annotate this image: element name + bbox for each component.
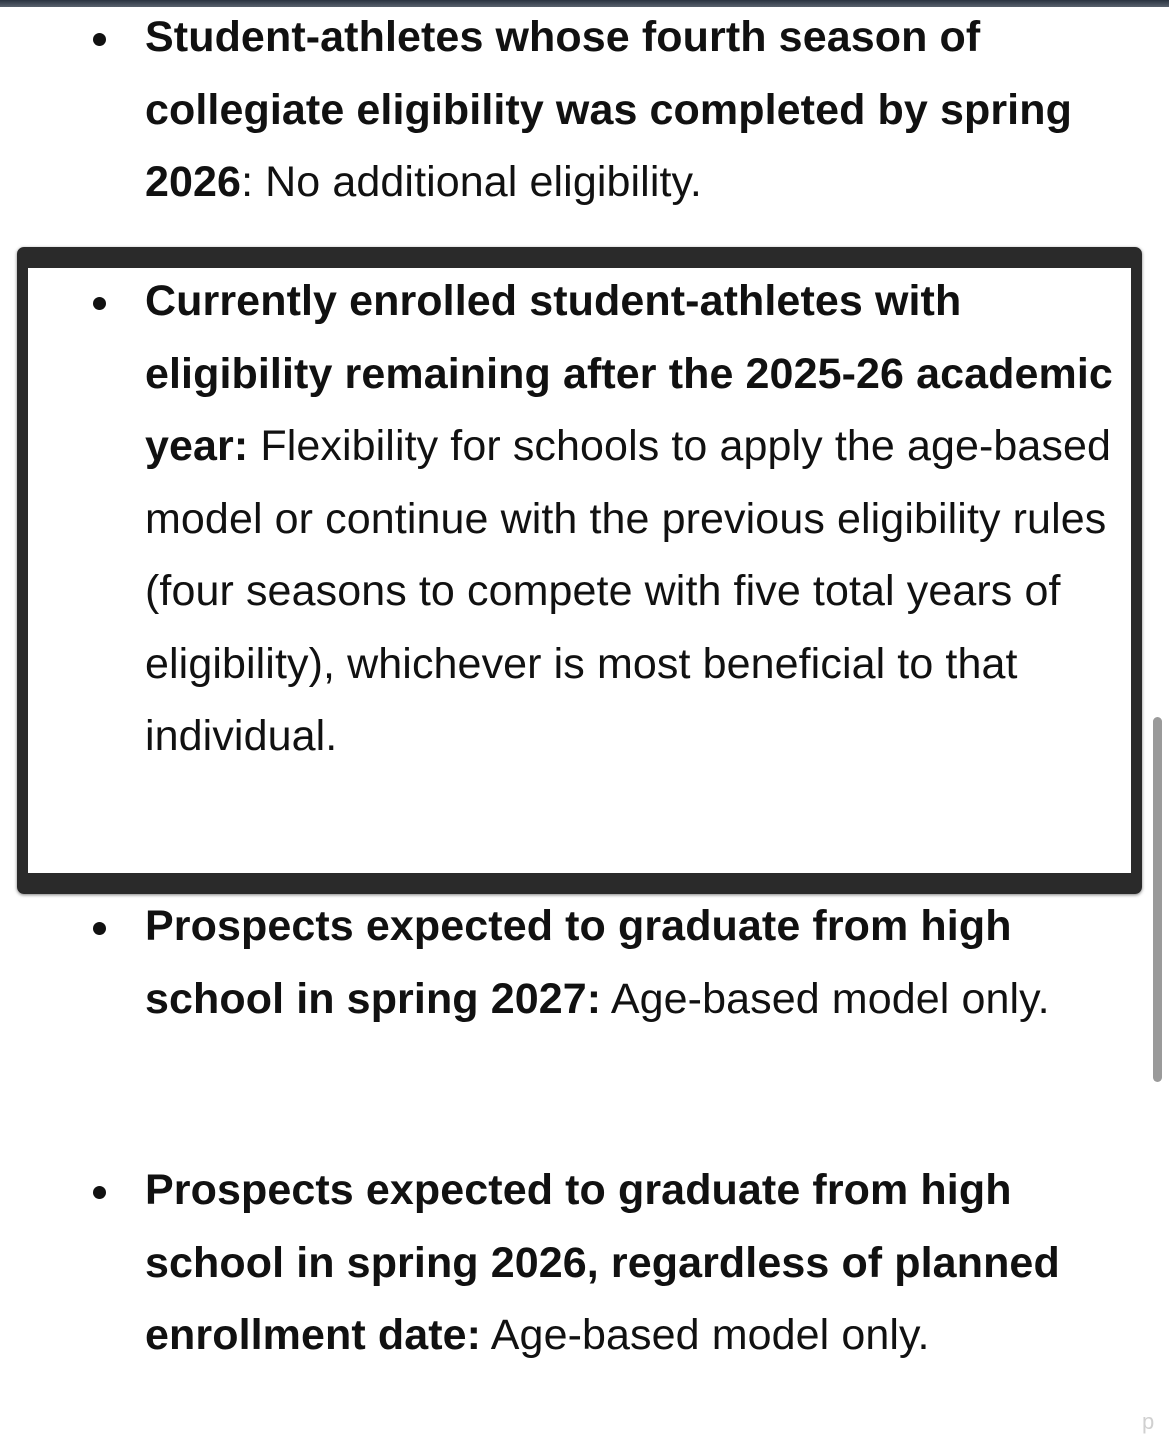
bullet bbox=[93, 922, 106, 935]
scrollbar[interactable] bbox=[1153, 717, 1162, 1082]
bullet bbox=[93, 1186, 106, 1199]
list-item-4 bbox=[145, 1154, 1145, 1372]
bullet bbox=[93, 33, 106, 46]
item-body: Age-based model only. bbox=[601, 974, 1050, 1023]
item-body: Age-based model only. bbox=[481, 1311, 930, 1359]
list-item-3 bbox=[145, 890, 1145, 1035]
bullet bbox=[93, 297, 106, 310]
item-heading: Prospects expected to graduate from high school in spring 2026, regardless of planned enrollment date: bbox=[145, 1166, 1060, 1359]
watermark: p bbox=[1142, 1409, 1155, 1434]
item-heading: Prospects expected to graduate from high school in spring 2027: bbox=[145, 902, 1012, 1023]
list-item-1 bbox=[145, 1, 1145, 219]
item-body: : No additional eligibility. bbox=[241, 158, 702, 206]
list-item-2 bbox=[145, 265, 1145, 773]
item-heading: Student-athletes whose fourth season of collegiate eligibility was completed by spring 2026 bbox=[145, 13, 1072, 206]
item-heading: Currently enrolled student-athletes with eligibility remaining after the 2025-26 academic year: bbox=[145, 277, 1113, 470]
item-body: Flexibility for schools to apply the age-based model or continue with the previous eligibility rules (four seasons to compete with five total years of eligibility), whichever is most beneficial to that individual. bbox=[145, 422, 1112, 760]
